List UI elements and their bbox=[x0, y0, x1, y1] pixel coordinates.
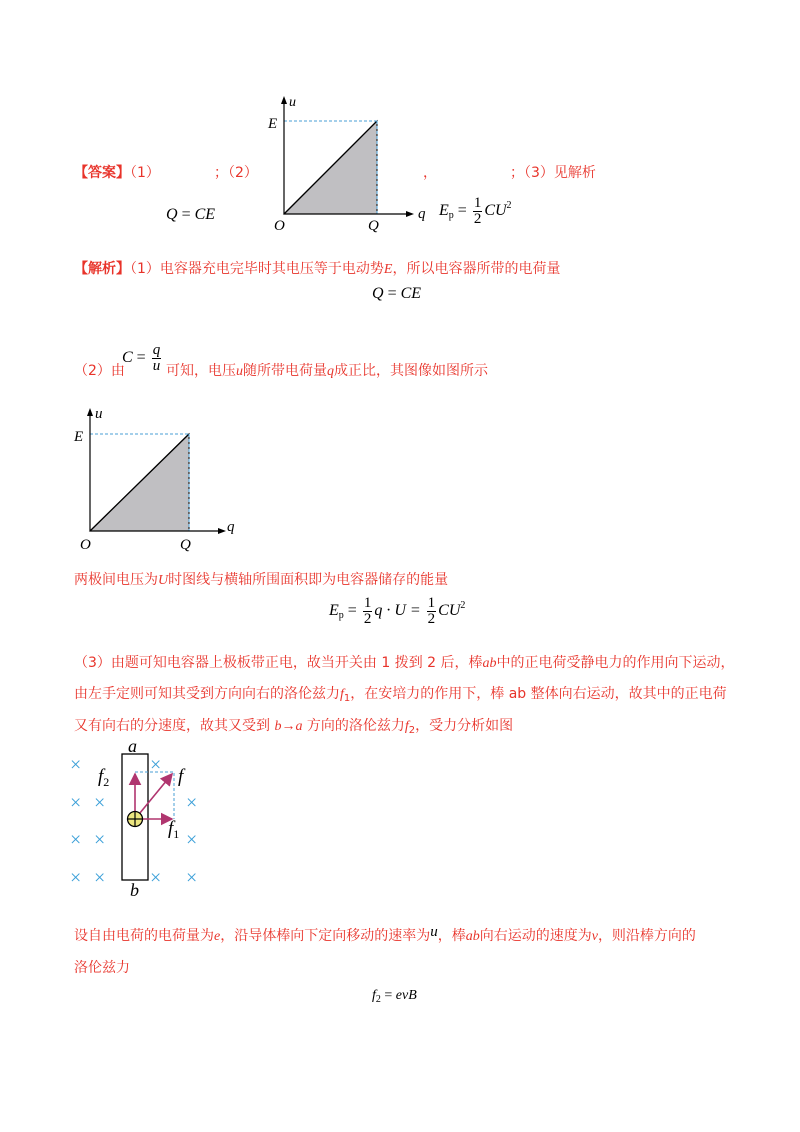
text: 可知，电压 bbox=[166, 363, 236, 379]
label-a: a bbox=[128, 738, 137, 756]
cross-icon: × bbox=[70, 792, 82, 814]
symbol-u: U bbox=[158, 573, 169, 588]
text: 向右运动的速度为 bbox=[479, 928, 592, 944]
analysis-paragraph-1 bbox=[74, 258, 560, 278]
answer-separator-1: ；（2） bbox=[214, 165, 258, 181]
analysis-paragraph-3 bbox=[74, 569, 448, 589]
analysis-paragraph-5-line-1 bbox=[74, 925, 696, 945]
q-dot-u: q · U = bbox=[374, 602, 425, 620]
u-q-graph-answer bbox=[262, 92, 432, 237]
text: ，所以电容器所带的电荷量 bbox=[392, 261, 561, 277]
symbol-e: e bbox=[214, 929, 221, 944]
label-f: f bbox=[178, 766, 184, 787]
equals-sign: = bbox=[380, 988, 396, 1003]
text: ，受力分析如图 bbox=[415, 718, 514, 734]
numerator: 1 bbox=[473, 195, 482, 211]
subscript-p: p bbox=[338, 610, 344, 622]
origin-label: O bbox=[80, 537, 91, 553]
label-b: b bbox=[130, 880, 139, 900]
text: 两极间电压为 bbox=[74, 572, 158, 588]
answer-equation-q bbox=[166, 206, 215, 224]
symbol-q: Q bbox=[372, 285, 384, 302]
symbol-f: f bbox=[340, 687, 344, 702]
text: 中的正电荷受静电力的作用向下运动， bbox=[496, 655, 735, 671]
symbol-ce: CE bbox=[400, 285, 422, 302]
e-label: E bbox=[268, 116, 278, 132]
f2-subscript: 2 bbox=[103, 775, 110, 789]
analysis-tag: 【解析】 bbox=[74, 261, 130, 277]
symbol-b-to-a: b→a bbox=[274, 719, 303, 734]
symbol-ab: ab bbox=[465, 929, 480, 944]
u-axis-arrow-icon bbox=[87, 408, 93, 416]
symbol-q: Q bbox=[166, 206, 178, 223]
symbol-u: u bbox=[430, 924, 438, 940]
label-f2 bbox=[98, 766, 109, 789]
equals-sign: = bbox=[132, 349, 150, 367]
subscript-2: 2 bbox=[375, 994, 381, 1005]
text: 时图线与横轴所围面积即为电容器储存的能量 bbox=[168, 572, 449, 588]
text: 由左手定则可知其受到方向向右的洛伦兹力 bbox=[74, 686, 340, 702]
equals-sign: = bbox=[343, 602, 361, 620]
text: 方向的洛伦兹力 bbox=[306, 718, 405, 734]
q-axis-arrow-icon bbox=[218, 528, 226, 534]
symbol-f: f bbox=[372, 988, 376, 1003]
answer-separator-2: ；（3）见解析 bbox=[510, 165, 596, 181]
cross-icon: × bbox=[70, 754, 82, 776]
cross-icon: × bbox=[186, 829, 198, 851]
f1-letter: f bbox=[168, 818, 174, 839]
symbol-cu: CU bbox=[438, 602, 461, 620]
equation-f2 bbox=[372, 988, 417, 1005]
symbol-e: E bbox=[329, 602, 339, 620]
symbol-e: E bbox=[439, 202, 449, 220]
f2-letter: f bbox=[98, 766, 104, 787]
cross-icon: × bbox=[150, 754, 162, 776]
q-tick-label: Q bbox=[368, 218, 379, 234]
denominator: 2 bbox=[427, 611, 436, 627]
text: 又有向右的分速度，故其又受到 bbox=[74, 718, 270, 734]
text: （2）由 bbox=[74, 363, 125, 379]
equals-sign: = bbox=[177, 206, 195, 223]
cross-icon: × bbox=[94, 792, 106, 814]
u-axis-label: u bbox=[95, 406, 103, 422]
numerator: 1 bbox=[427, 595, 436, 611]
answer-equation-ep bbox=[439, 196, 512, 227]
subscript-2: 2 bbox=[408, 725, 416, 736]
fraction-half bbox=[363, 596, 373, 627]
exponent: 2 bbox=[460, 600, 466, 612]
fraction-q-over-u bbox=[152, 343, 162, 374]
denominator: 2 bbox=[363, 611, 372, 627]
label-f1 bbox=[168, 818, 179, 841]
equals-sign: = bbox=[383, 285, 401, 302]
cross-icon: × bbox=[70, 867, 82, 889]
q-axis-label: q bbox=[227, 519, 235, 535]
text: ，则沿棒方向的 bbox=[597, 928, 696, 944]
symbol-e: E bbox=[383, 262, 393, 277]
cross-icon: × bbox=[70, 829, 82, 851]
fraction-half bbox=[427, 596, 437, 627]
e-label: E bbox=[74, 429, 84, 445]
answer-part1-label: （1） bbox=[130, 165, 160, 181]
analysis-paragraph-4-line-1 bbox=[74, 652, 735, 672]
cross-icon: × bbox=[94, 867, 106, 889]
analysis-paragraph-4-line-3 bbox=[74, 715, 513, 736]
text: 随所带电荷量 bbox=[243, 363, 327, 379]
u-axis-label: u bbox=[289, 95, 296, 110]
exponent: 2 bbox=[506, 200, 512, 212]
answer-comma: ， bbox=[423, 165, 437, 181]
cross-icon: × bbox=[94, 829, 106, 851]
symbol-v: v bbox=[591, 929, 598, 944]
symbol-u: u bbox=[236, 364, 243, 379]
symbol-ab: ab bbox=[482, 656, 497, 671]
origin-label: O bbox=[274, 218, 285, 234]
text: 设自由电荷的电荷量为 bbox=[74, 928, 214, 944]
q-tick-label: Q bbox=[180, 537, 191, 553]
denominator: 2 bbox=[473, 211, 482, 227]
symbol-cu: CU bbox=[484, 202, 507, 220]
u-q-graph-analysis bbox=[70, 403, 250, 553]
answer-line bbox=[74, 162, 160, 182]
text: ，棒 bbox=[437, 928, 466, 944]
text: 成正比，其图像如图所示 bbox=[334, 363, 488, 379]
cross-icon: × bbox=[186, 792, 198, 814]
symbol-ce: CE bbox=[194, 206, 216, 223]
equation-q-ce bbox=[372, 285, 421, 303]
fraction-half bbox=[473, 196, 483, 227]
q-axis-label: q bbox=[418, 206, 426, 222]
equation-c-q-u bbox=[122, 343, 163, 374]
answer-tag: 【答案】 bbox=[74, 165, 130, 181]
analysis-paragraph-2 bbox=[74, 360, 125, 380]
u-axis-arrow-icon bbox=[281, 96, 287, 104]
equals-sign: = bbox=[453, 202, 471, 220]
subscript-1: 1 bbox=[343, 693, 351, 704]
symbol-evb: evB bbox=[395, 988, 417, 1003]
symbol-c: C bbox=[122, 349, 133, 367]
analysis-paragraph-2-rest bbox=[166, 360, 488, 380]
symbol-f: f bbox=[404, 719, 409, 734]
numerator: 1 bbox=[363, 595, 372, 611]
f1-subscript: 1 bbox=[173, 827, 180, 841]
text: ，沿导体棒向下定向移动的速率为 bbox=[220, 928, 431, 944]
force-analysis-figure bbox=[64, 738, 214, 900]
q-axis-arrow-icon bbox=[406, 211, 414, 217]
symbol-q: q bbox=[327, 364, 334, 379]
text: （1）电容器充电完毕时其电压等于电动势 bbox=[130, 261, 384, 277]
text: ，在安培力的作用下，棒 ab 整体向右运动，故其中的正电荷 bbox=[350, 686, 727, 702]
denominator: u bbox=[152, 358, 161, 374]
text: （3）由题可知电容器上极板带正电，故当开关由 1 拨到 2 后，棒 bbox=[74, 655, 483, 671]
subscript-p: p bbox=[448, 210, 454, 222]
numerator: q bbox=[152, 342, 161, 358]
analysis-paragraph-5-line-2: 洛伦兹力 bbox=[74, 960, 130, 976]
cross-icon: × bbox=[150, 867, 162, 889]
cross-icon: × bbox=[186, 867, 198, 889]
equation-energy bbox=[329, 596, 465, 627]
analysis-paragraph-4-line-2 bbox=[74, 683, 727, 704]
